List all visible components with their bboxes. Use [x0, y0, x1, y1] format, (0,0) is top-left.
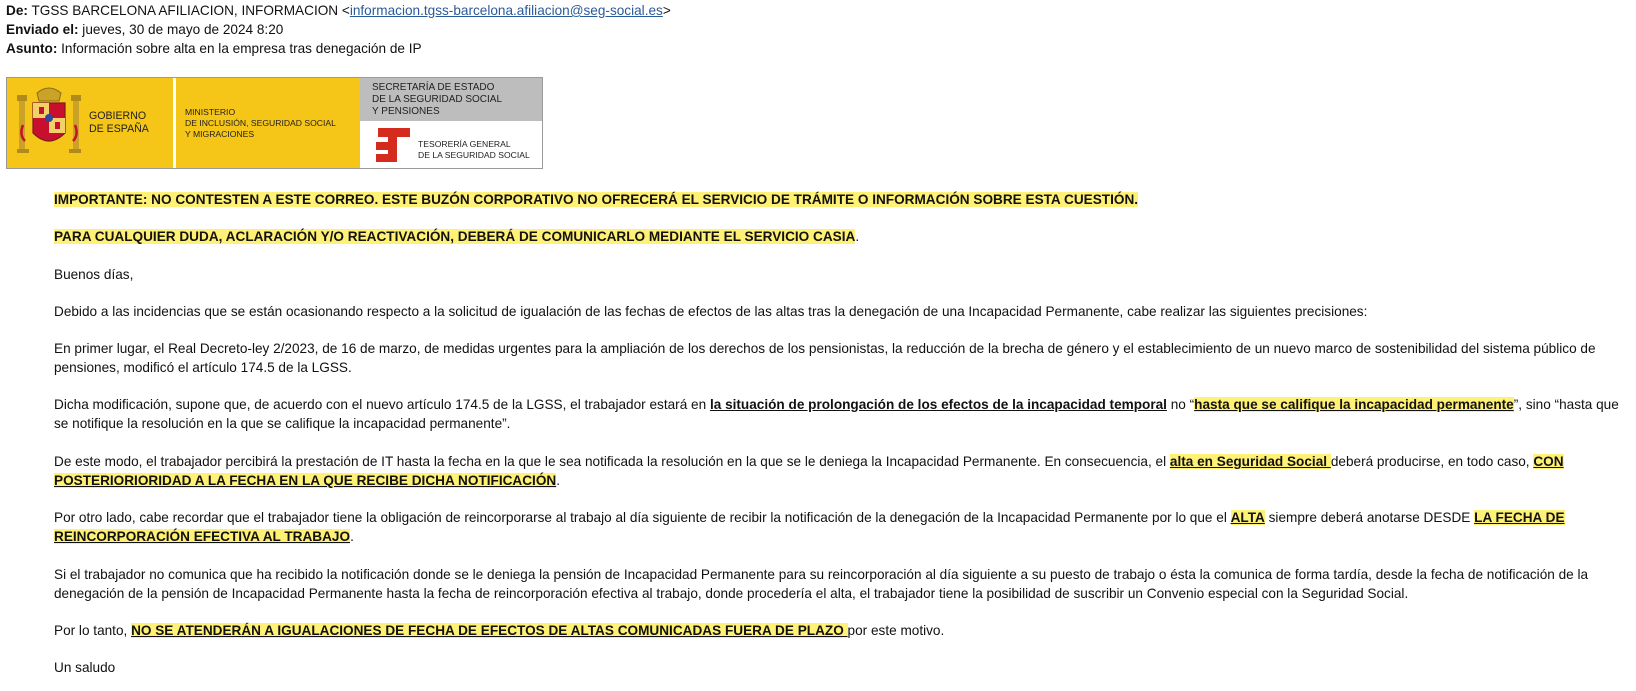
from-close: > — [662, 3, 671, 18]
important-notice: IMPORTANTE: NO CONTESTEN A ESTE CORREO. ESTE BUZÓN CORPORATIVO NO OFRECERÁ EL SERVICIO DE TRÁMITE O INFORMACIÓN SOBRE ESTA CUESTIÓN. — [54, 192, 1139, 207]
sent-value: jueves, 30 de mayo de 2024 8:20 — [82, 22, 284, 37]
gobierno-block — [7, 78, 176, 168]
government-banner — [6, 77, 543, 169]
subject-line — [6, 39, 422, 58]
paragraph-4: De este modo, el trabajador percibirá la prestación de IT hasta la fecha en la que le sea notificada la resolución en la que se le deniega la Incapacidad Permanente. En consecuencia, el alta en Seguridad Social deberá producirse, en todo caso, CON POSTERIORIORIDAD A LA FECHA EN LA QUE RECIBE DICHA NOTIFICACIÓN. — [54, 454, 1564, 488]
paragraph-6: Si el trabajador no comunica que ha recibido la notificación donde se le deniega la pensión de Incapacidad Permanente para su reincorporación al día siguiente a su puesto de trabajo o ésta la comunica de forma tardía, desde la fecha de notificación de la denegación de la pensión de Incapacidad Permanente hasta la fecha de reincorporación efectiva al trabajo, donde procedería el alta, el trabajador tiene la posibilidad de suscribir un Convenio especial con la Seguridad Social. — [54, 567, 1589, 601]
tgss-logo-icon — [374, 126, 412, 164]
coat-of-arms-icon — [15, 85, 83, 161]
from-name: TGSS BARCELONA AFILIACION, INFORMACION < — [31, 3, 350, 18]
paragraph-7: Por lo tanto, NO SE ATENDERÁN A IGUALACIONES DE FECHA DE EFECTOS DE ALTAS COMUNICADAS FUERA DE PLAZO por este motivo. — [54, 623, 945, 638]
closing: Un saludo — [54, 660, 116, 675]
greeting: Buenos días, — [54, 267, 134, 282]
tesoreria-block — [360, 121, 542, 168]
ministerio-text: MINISTERIO DE INCLUSIÓN, SEGURIDAD SOCIAL Y MIGRACIONES — [185, 106, 336, 139]
from-email-link[interactable]: informacion.tgss-barcelona.afiliacion@seg-social.es — [349, 3, 663, 18]
ministerio-block — [176, 78, 360, 168]
paragraph-3: Dicha modificación, supone que, de acuerdo con el nuevo artículo 174.5 de la LGSS, el trabajador estará en la situación de prolongación de los efectos de la incapacidad temporal no “hasta que se califique la incapacidad permanente”, sino “hasta que se notifique la resolución en la que se califique la incapacidad permanente”. — [54, 397, 1619, 431]
subject-value: Información sobre alta en la empresa tras denegación de IP — [61, 41, 422, 56]
sent-label: Enviado el: — [6, 22, 79, 37]
secretaria-text: SECRETARÍA DE ESTADO DE LA SEGURIDAD SOCIAL Y PENSIONES — [360, 78, 542, 121]
paragraph-2: En primer lugar, el Real Decreto-ley 2/2023, de 16 de marzo, de medidas urgentes para la ampliación de los derechos de los pensionistas, la reducción de la brecha de género y el establecimiento de un nuevo marco de sostenibilidad del sistema público de pensiones, modificó el artículo 174.5 de la LGSS. — [54, 341, 1596, 375]
gobierno-text: GOBIERNO DE ESPAÑA — [89, 110, 149, 135]
from-label: De: — [6, 3, 28, 18]
from-line — [6, 1, 671, 20]
paragraph-1: Debido a las incidencias que se están ocasionando respecto a la solicitud de igualación de las fechas de efectos de las altas tras la denegación de una Incapacidad Permanente, cabe realizar las siguientes precisiones: — [54, 304, 1368, 319]
sent-line — [6, 20, 283, 39]
paragraph-5: Por otro lado, cabe recordar que el trabajador tiene la obligación de reincorporarse al trabajo al día siguiente de recibir la notificación de la denegación de la Incapacidad Permanente por lo que el ALTA siempre deberá anotarse DESDE LA FECHA DE REINCORPORACIÓN EFECTIVA AL TRABAJO. — [54, 510, 1565, 544]
subject-label: Asunto: — [6, 41, 58, 56]
casia-notice: PARA CUALQUIER DUDA, ACLARACIÓN Y/O REACTIVACIÓN, DEBERÁ DE COMUNICARLO MEDIANTE EL SERVICIO CASIA. — [54, 229, 860, 244]
secretaria-block — [360, 78, 542, 168]
tesoreria-text: TESORERÍA GENERAL DE LA SEGURIDAD SOCIAL — [418, 138, 530, 160]
